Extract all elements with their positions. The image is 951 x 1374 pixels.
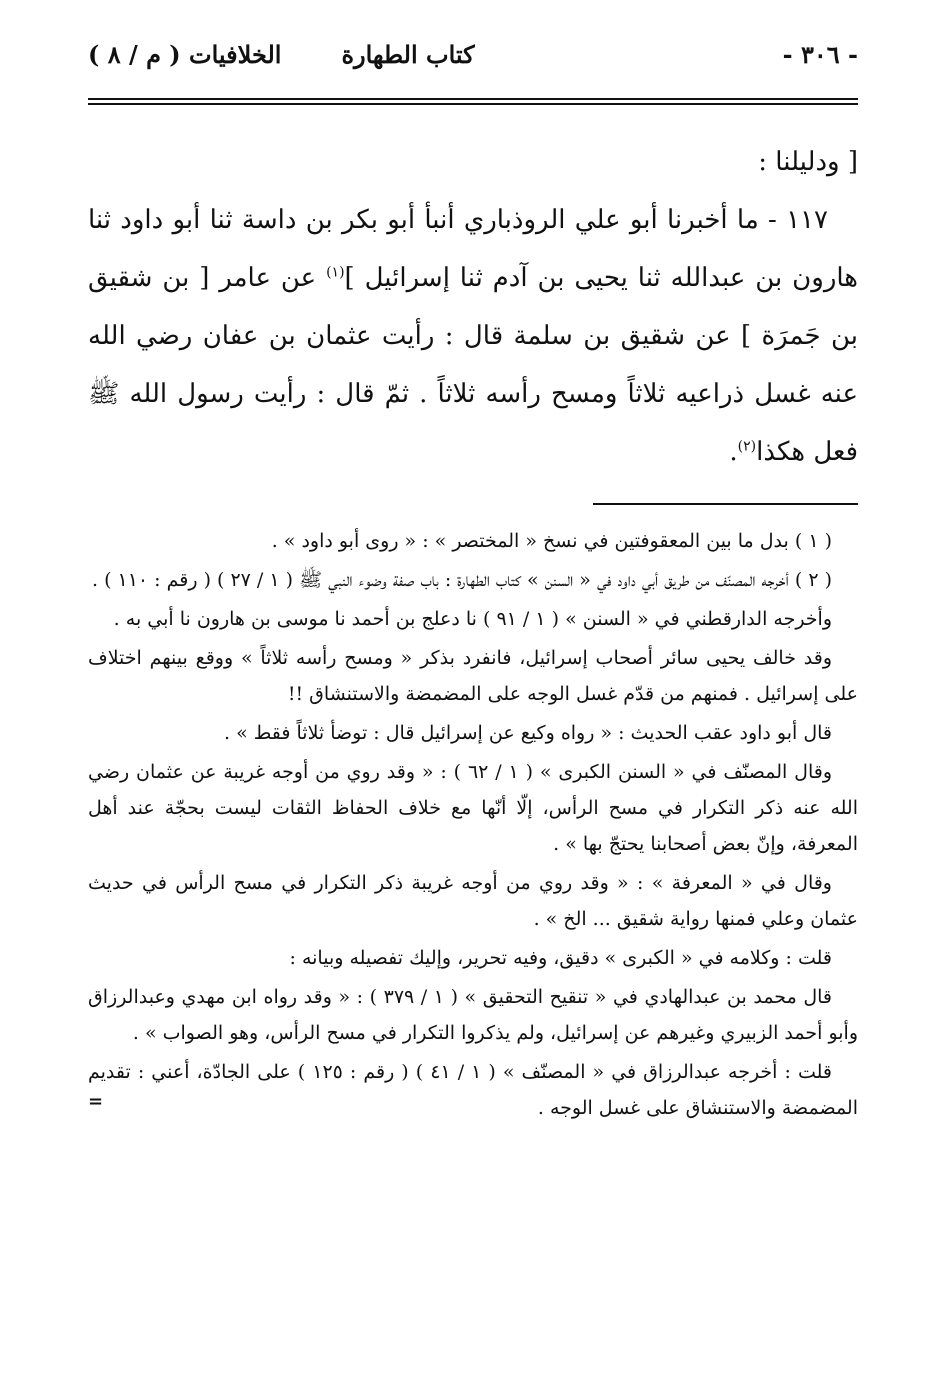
footnote-2: ( ٢ ) أخرجه المصنّف من طريق أبي داود في « السنن » كتاب الطهارة : باب صفة وضوء النبي ﷺ ( ١ / ٢٧ ) ( رقم : ١١٠ ) . [91,569,832,591]
hadith-line-4: جَمرَة ] عن شقيق بن سلمة قال : رأيت عثمان بن عفان رضي الله عنه غسل [88,321,859,409]
page [88,40,858,1129]
footnote-ref-1[interactable]: (١) [326,264,345,281]
header-double-rule [88,98,858,105]
footnote-paragraph-9: قال محمد بن عبدالهادي في « تنقيح التحقيق » ( ١ / ٣٧٩ ) : « وقد رواه ابن مهدي وعبدالرزاق وأبو أحمد الزبيري وغيرهم عن إسرائيل، ولم يذكروا التكرار في مسح الرأس، وهو الصواب » . [88,986,858,1044]
footnote-paragraph-10: قلت : أخرجه عبدالرزاق في « المصنّف » ( ١ / ٤١ ) ( رقم : ١٢٥ ) على الجادّة، أعني : تقديم المضمضة والاستنشاق على غسل الوجه . [88,1061,858,1119]
page-number: - ٣٠٦ - [782,40,858,69]
end-dot: . [729,437,738,467]
hadith-line-1: ١١٧ - ما أخبرنا أبو علي الروذباري أنبأ أبو بكر بن داسة ثنا أبو داود ثنا [88,205,828,235]
footnote-paragraph-8: قلت : وكلامه في « الكبرى » دقيق، وفيه تحرير، وإليك تفصيله وبيانه : [289,947,832,969]
footnote-paragraph-7: وقال في « المعرفة » : « وقد روي من أوجه غريبة ذكر التكرار في مسح الرأس في حديث عثمان وعلي فمنها رواية شقيق ... الخ » . [88,872,858,930]
intro-line: [ ودليلنا : [758,147,858,177]
hadith-line-3: عن عامر [ بن شقيق بن [88,263,859,351]
footnote-paragraph-5: قال أبو داود عقب الحديث : « رواه وكيع عن إسرائيل قال : توضأ ثلاثاً فقط » . [223,722,832,744]
header-titles [88,40,475,69]
hadith-paragraph [88,191,858,481]
continuation-mark: = [88,1091,104,1112]
hadith-line-2: هارون بن عبدالله ثنا يحيى بن آدم ثنا إسرائيل ] [344,263,859,293]
footnote-paragraph-3: وأخرجه الدارقطني في « السنن » ( ١ / ٩١ ) نا دعلج بن أحمد نا موسى بن هارون نا أبي به . [113,608,832,630]
footnote-separator [593,503,858,505]
footnote-paragraph-4: وقد خالف يحيى سائر أصحاب إسرائيل، فانفرد بذكر « ومسح رأسه ثلاثاً » ووقع بينهم اختلاف على إسرائيل . فمنهم من قدّم غسل الوجه على المضمضة والاستنشاق !! [88,647,858,705]
footnotes [88,523,858,1126]
book-title: كتاب الطهارة [341,40,475,69]
footnote-ref-2[interactable]: (٢) [737,438,757,455]
main-text [88,133,858,481]
series-title: الخلافيات ( م / ٨ ) [88,40,282,69]
footnote-paragraph-6: وقال المصنّف في « السنن الكبرى » ( ١ / ٦٢ ) : « وقد روي من أوجه غريبة عن عثمان رضي الله عنه ذكر التكرار في مسح الرأس، إلّا أنّها مع خلاف الحفاظ الثقات ليست بحجّة عند أهل المعرفة، وإنّ بعض أصحابنا يحتجّ بها » . [88,761,858,855]
running-header [88,40,858,96]
hadith-line-5: ذراعيه ثلاثاً ومسح رأسه ثلاثاً . ثمّ قال : رأيت رسول الله ﷺ فعل هكذا [88,379,858,467]
footnote-1: ( ١ ) بدل ما بين المعقوفتين في نسخ « المختصر » : « روى أبو داود » . [271,530,832,552]
last-paragraph-wrap [88,1054,858,1126]
